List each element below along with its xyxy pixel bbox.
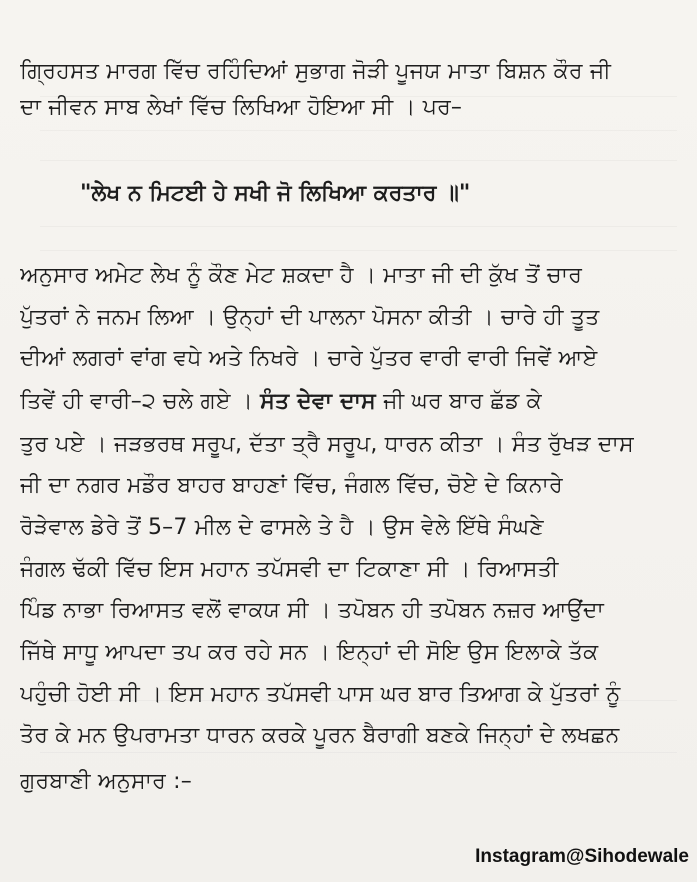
quote-line: "ਲੇਖ ਨ ਮਿਟਈ ਹੇ ਸਖੀ ਜੋ ਲਿਖਿਆ ਕਰਤਾਰ ॥" xyxy=(80,181,471,206)
text-line-12: ਜਿੱਥੇ ਸਾਧੂ ਆਪਦਾ ਤਪ ਕਰ ਰਹੇ ਸਨ । ਇਨ੍ਹਾਂ ਦੀ ਸੋਇ ਉਸ ਇਲਾਕੇ ਤੱਕ xyxy=(20,640,599,665)
text-line-10: ਜੰਗਲ ਢੱਕੀ ਵਿੱਚ ਇਸ ਮਹਾਨ ਤਪੱਸਵੀ ਦਾ ਟਿਕਾਣਾ ਸੀ । ਰਿਆਸਤੀ xyxy=(20,557,559,582)
instagram-watermark: Instagram@Sihodewale xyxy=(475,846,689,867)
text-line-7: ਤੁਰ ਪਏ । ਜੜਭਰਥ ਸਰੂਪ, ਦੱਤਾ ਤ੍ਰੈ ਸਰੂਪ, ਧਾਰਨ ਕੀਤਾ । ਸੰਤ ਰੁੱਖੜ ਦਾਸ xyxy=(20,432,634,457)
text-line-8: ਜੀ ਦਾ ਨਗਰ ਮਡੌਰ ਬਾਹਰ ਬਾਹਣਾਂ ਵਿੱਚ, ਜੰਗਲ ਵਿੱਚ, ਚੋਏ ਦੇ ਕਿਨਾਰੇ xyxy=(20,473,563,498)
text-line-9: ਰੋੜੇਵਾਲ ਡੇਰੇ ਤੋਂ 5–7 ਮੀਲ ਦੇ ਫਾਸਲੇ ਤੇ ਹੈ । ਉਸ ਵੇਲੇ ਇੱਥੇ ਸੰਘਣੇ xyxy=(20,515,544,540)
text-line-2: ਦਾ ਜੀਵਨ ਸਾਬ ਲੇਖਾਂ ਵਿੱਚ ਲਿਖਿਆ ਹੋਇਆ ਸੀ । ਪਰ– xyxy=(20,95,463,120)
text-line-6-end: ਜੀ ਘਰ ਬਾਰ ਛੱਡ ਕੇ xyxy=(383,389,542,414)
text-line-14: ਤੋਰ ਕੇ ਮਨ ਉਪਰਾਮਤਾ ਧਾਰਨ ਕਰਕੇ ਪੂਰਨ ਬੈਰਾਗੀ ਬਣਕੇ ਜਿਨ੍ਹਾਂ ਦੇ ਲਖਛਨ xyxy=(20,723,620,748)
text-line-5: ਦੀਆਂ ਲਗਰਾਂ ਵਾਂਗ ਵਧੇ ਅਤੇ ਨਿਖਰੇ । ਚਾਰੇ ਪੁੱਤਰ ਵਾਰੀ ਵਾਰੀ ਜਿਵੇਂ ਆਏ xyxy=(20,346,598,371)
text-line-15: ਗੁਰਬਾਣੀ ਅਨੁਸਾਰ :– xyxy=(20,769,192,794)
saint-name: ਸੰਤ ਦੇਵਾ ਦਾਸ xyxy=(260,389,376,414)
text-line-13: ਪਹੁੰਚੀ ਹੋਈ ਸੀ । ਇਸ ਮਹਾਨ ਤਪੱਸਵੀ ਪਾਸ ਘਰ ਬਾਰ ਤਿਆਗ ਕੇ ਪੁੱਤਰਾਂ ਨੂੰ xyxy=(20,682,621,707)
text-line-6 xyxy=(20,388,680,416)
text-line-11: ਪਿੰਡ ਨਾਭਾ ਰਿਆਸਤ ਵਲੋਂ ਵਾਕਯ ਸੀ । ਤਪੋਬਨ ਹੀ ਤਪੋਬਨ ਨਜ਼ਰ ਆਉਂਦਾ xyxy=(20,598,604,623)
text-line-6-start: ਤਿਵੇਂ ਹੀ ਵਾਰੀ–੨ ਚਲੇ ਗਏ । xyxy=(20,389,253,414)
text-line-4: ਪੁੱਤਰਾਂ ਨੇ ਜਨਮ ਲਿਆ । ਉਨ੍ਹਾਂ ਦੀ ਪਾਲਨਾ ਪੋਸਨਾ ਕੀਤੀ । ਚਾਰੇ ਹੀ ਤੂਤ xyxy=(20,305,600,330)
text-line-3: ਅਨੁਸਾਰ ਅਮੇਟ ਲੇਖ ਨੂੰ ਕੌਣ ਮੇਟ ਸ਼ਕਦਾ ਹੈ । ਮਾਤਾ ਜੀ ਦੀ ਕੁੱਖ ਤੋਂ ਚਾਰ xyxy=(20,263,583,288)
text-line-1: ਗ੍ਰਿਹਸਤ ਮਾਰਗ ਵਿੱਚ ਰਹਿੰਦਿਆਂ ਸੁਭਾਗ ਜੋੜੀ ਪੂਜਯ ਮਾਤਾ ਬਿਸ਼ਨ ਕੌਰ ਜੀ xyxy=(20,59,612,84)
